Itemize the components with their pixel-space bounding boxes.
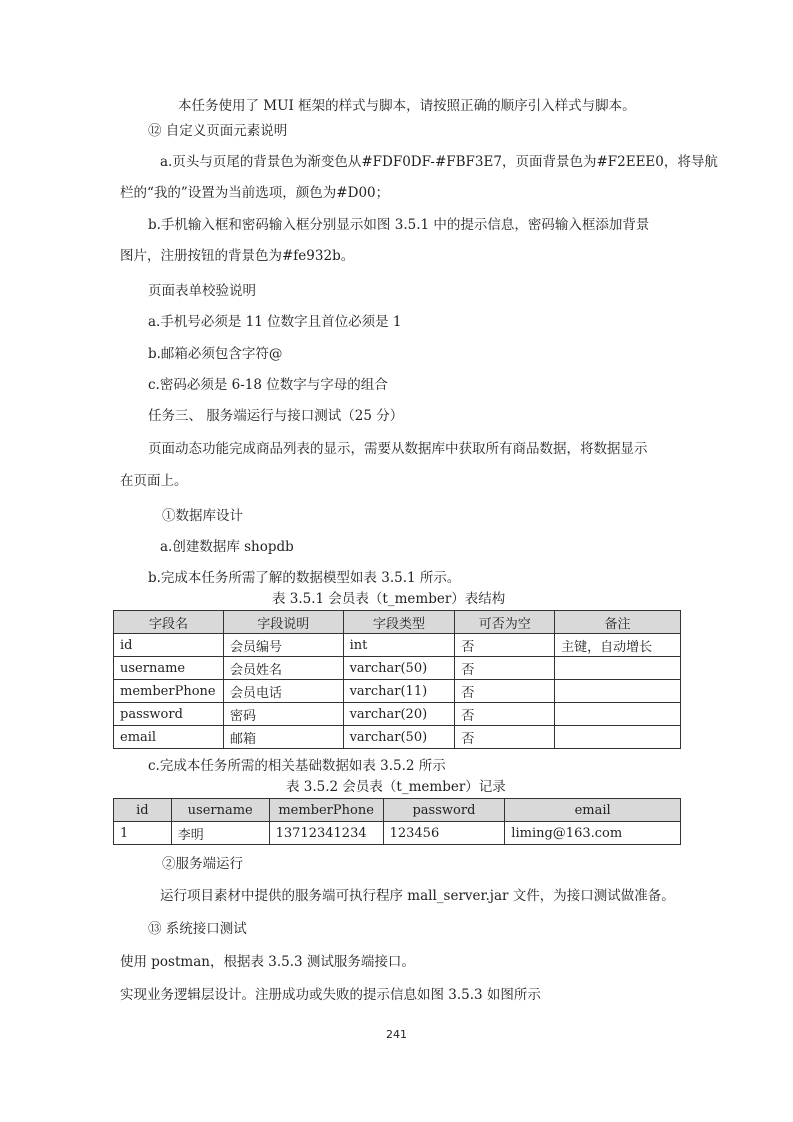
table-cell: int: [343, 634, 455, 657]
table-row: [114, 657, 681, 680]
table-cell: id: [114, 634, 224, 657]
text-line: 图片，注册按钮的背景色为#fe932b。: [120, 248, 355, 264]
column-header: password: [383, 799, 505, 822]
table-row: [114, 703, 681, 726]
text-line: 栏的“我的”设置为当前选项，颜色为#D00；: [120, 185, 390, 201]
table1: [113, 610, 681, 749]
table-cell: 会员电话: [223, 680, 343, 703]
column-header: 字段说明: [223, 611, 343, 634]
table-cell: 否: [455, 634, 555, 657]
section-heading: 任务三、 服务端运行与接口测试（25 分）: [148, 408, 404, 424]
table-cell: 否: [455, 657, 555, 680]
table1-caption: 表 3.5.1 会员表（t_member）表结构: [272, 591, 506, 607]
text-line: a.页头与页尾的背景色为渐变色从#FDF0DF-#FBF3E7，页面背景色为#F2EEE0，将导航: [160, 154, 718, 170]
table-row: [114, 680, 681, 703]
table-cell: 123456: [383, 822, 505, 845]
table-cell: 否: [455, 726, 555, 749]
column-header: memberPhone: [269, 799, 383, 822]
text-line: 在页面上。: [120, 473, 188, 489]
column-header: id: [114, 799, 172, 822]
table-cell: [555, 703, 681, 726]
table-cell: [555, 657, 681, 680]
table-cell: varchar(50): [343, 657, 455, 680]
section-heading: ⑫ 自定义页面元素说明: [148, 123, 288, 139]
table-cell: [555, 726, 681, 749]
text-line: c.密码必须是 6-18 位数字与字母的组合: [148, 377, 388, 393]
table-cell: 主键，自动增长: [555, 634, 681, 657]
text-line: 本任务使用了 MUI 框架的样式与脚本，请按照正确的顺序引入样式与脚本。: [178, 98, 636, 114]
table-cell: [555, 680, 681, 703]
column-header: username: [171, 799, 269, 822]
text-line: 运行项目素材中提供的服务端可执行程序 mall_server.jar 文件，为接口测试做准备。: [160, 888, 675, 904]
text-line: b.手机输入框和密码输入框分别显示如图 3.5.1 中的提示信息，密码输入框添加背景: [148, 217, 650, 233]
table-cell: liming@163.com: [505, 822, 681, 845]
table-cell: varchar(50): [343, 726, 455, 749]
table-cell: 否: [455, 680, 555, 703]
table-cell: password: [114, 703, 224, 726]
text-line: 页面动态功能完成商品列表的显示，需要从数据库中获取所有商品数据，将数据显示: [148, 441, 648, 457]
section-heading: ②服务端运行: [162, 856, 243, 872]
text-line: a.创建数据库 shopdb: [160, 539, 294, 555]
column-header: 备注: [555, 611, 681, 634]
table-cell: 1: [114, 822, 172, 845]
table2-caption: 表 3.5.2 会员表（t_member）记录: [286, 779, 506, 795]
table-cell: 13712341234: [269, 822, 383, 845]
table-cell: varchar(11): [343, 680, 455, 703]
table-cell: 李明: [171, 822, 269, 845]
column-header: 字段类型: [343, 611, 455, 634]
column-header: email: [505, 799, 681, 822]
table-row: [114, 634, 681, 657]
table-cell: memberPhone: [114, 680, 224, 703]
text-line: 页面表单校验说明: [148, 283, 256, 299]
table-cell: varchar(20): [343, 703, 455, 726]
text-line: 使用 postman，根据表 3.5.3 测试服务端接口。: [120, 954, 415, 970]
table-cell: 否: [455, 703, 555, 726]
table-cell: 邮箱: [223, 726, 343, 749]
table-header-row: [114, 611, 681, 634]
column-header: 可否为空: [455, 611, 555, 634]
text-line: a.手机号必须是 11 位数字且首位必须是 1: [148, 314, 402, 330]
section-heading: ①数据库设计: [162, 508, 243, 524]
table-cell: 会员编号: [223, 634, 343, 657]
table-cell: email: [114, 726, 224, 749]
text-line: b.邮箱必须包含字符@: [148, 346, 283, 362]
table2: [113, 798, 681, 845]
table-cell: 密码: [223, 703, 343, 726]
text-line: b.完成本任务所需了解的数据模型如表 3.5.1 所示。: [148, 570, 461, 586]
page-number: 241: [386, 1028, 407, 1041]
text-line: c.完成本任务所需的相关基础数据如表 3.5.2 所示: [148, 758, 446, 774]
text-line: 实现业务逻辑层设计。注册成功或失败的提示信息如图 3.5.3 如图所示: [120, 987, 541, 1003]
table-row: [114, 726, 681, 749]
table-header-row: [114, 799, 681, 822]
table-row: [114, 822, 681, 845]
section-heading: ⑬ 系统接口测试: [148, 921, 247, 937]
column-header: 字段名: [114, 611, 224, 634]
table-cell: 会员姓名: [223, 657, 343, 680]
table-cell: username: [114, 657, 224, 680]
